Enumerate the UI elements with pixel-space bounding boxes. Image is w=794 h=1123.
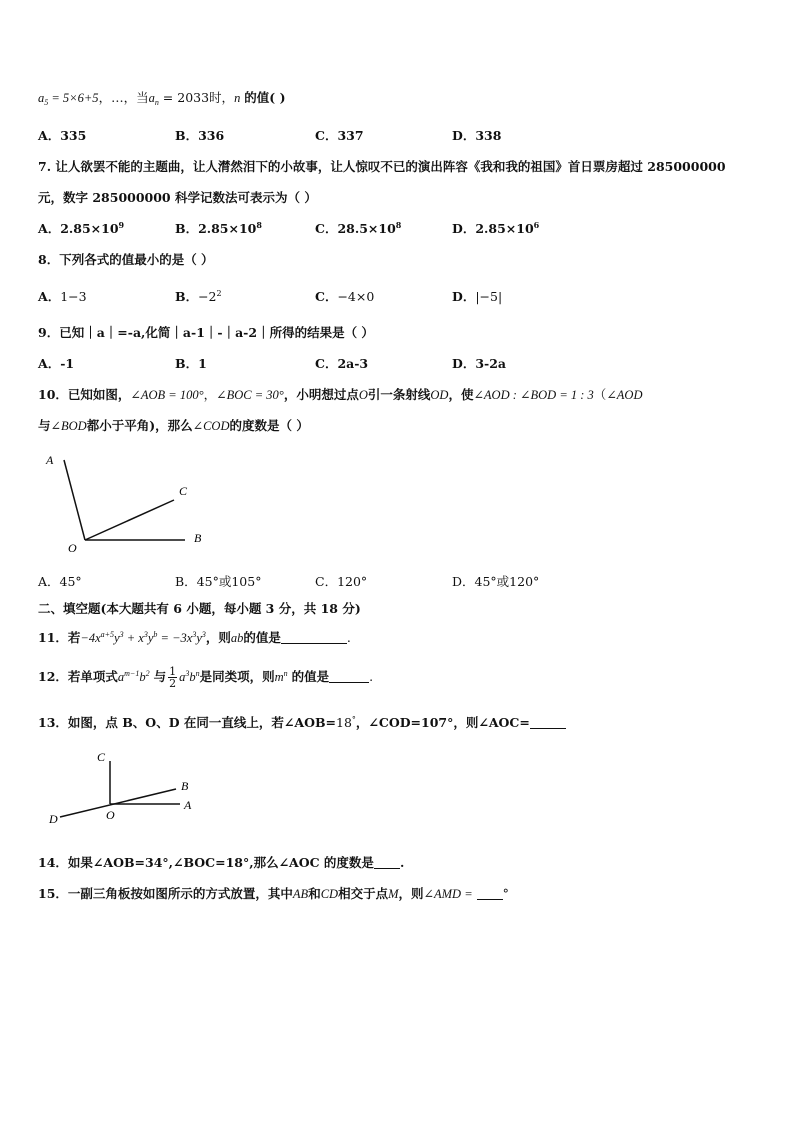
q12-monomial-1: $a^{m-1}b^2$ (117, 669, 150, 684)
q10-option-d[interactable]: D．45°或120° (452, 574, 540, 589)
q7-stem-line1: 7. 让人欲罢不能的主题曲，让人潸然泪下的小故事，让人惊叹不已的演出阵容《我和我的祖国》首日票房超过 285000000 (38, 159, 726, 174)
q11-stem: 11．若$-4x^{a+5}y^3 + x^3y^b = -3x^3y^3$，则ab的值是 . (38, 630, 351, 645)
q10-stem-line1: 10．已知如图，∠AOB = 100°，∠BOC = 30°，小明想过点O引一条射线OD，使∠AOD : ∠BOD = 1 : 3（∠AOD (38, 387, 643, 402)
q6-options (38, 126, 758, 142)
q12-monomial-2: $a^3b^n$ (179, 669, 200, 684)
q10-label-a: A (46, 453, 54, 467)
q6-option-a[interactable]: A．335 (38, 128, 87, 143)
q7-option-a[interactable]: A．$2.85\times 10^9$ (38, 220, 125, 236)
q8-option-c[interactable]: C．−4×0 (315, 289, 375, 304)
q13-figure (40, 745, 210, 830)
q10-label-o: O (68, 541, 77, 555)
q10-ray-oc (85, 500, 174, 540)
q10-label-b: B (194, 531, 202, 545)
q10-option-b[interactable]: B．45°或105° (175, 574, 262, 589)
q9-option-c[interactable]: C．2a-3 (315, 356, 369, 371)
q13-line-db (60, 789, 176, 817)
q10-stem-line2: 与∠BOD都小于平角)，那么∠COD的度数是（ ） (38, 418, 309, 433)
q6-option-b[interactable]: B．336 (175, 128, 225, 143)
q10-option-c[interactable]: C．120° (315, 574, 368, 589)
q6-stem: $a_5 = 5\times 6+5$，…，当$a_n = 2033$时，n 的值( ) (38, 90, 286, 107)
q10-figure (40, 448, 220, 558)
q9-options (38, 354, 758, 370)
q11-answer-blank[interactable] (281, 631, 347, 644)
q14-answer-blank[interactable] (374, 856, 400, 869)
q12-power: $m^n$ (274, 669, 288, 684)
q13-label-a: A (184, 798, 192, 812)
q8-stem: 8．下列各式的值最小的是（ ） (38, 252, 214, 267)
q11-equation: $-4x^{a+5}y^3 + x^3y^b = -3x^3y^3$ (80, 630, 206, 645)
q15-answer-blank[interactable] (477, 887, 503, 900)
q8-option-d[interactable]: D．|−5| (452, 289, 503, 304)
q15-stem: 15．一副三角板按如图所示的方式放置，其中AB和CD相交于点M，则∠AMD = ° (38, 886, 509, 901)
q9-option-a[interactable]: A．-1 (38, 356, 75, 371)
q10-option-a[interactable]: A．45° (38, 574, 82, 589)
q8-option-a[interactable]: A．1−3 (38, 289, 87, 304)
q9-option-d[interactable]: D．3-2a (452, 356, 507, 371)
q7-option-b[interactable]: B．$2.85\times 10^8$ (175, 220, 262, 236)
q13-stem: 13．如图，点 B、O、D 在同一直线上，若∠AOB=18°，∠COD=107°，则∠AOC= (38, 713, 566, 731)
q13-answer-blank[interactable] (530, 716, 566, 729)
q13-label-o: O (106, 808, 115, 822)
q12-answer-blank[interactable] (329, 670, 369, 683)
q13-label-b: B (181, 779, 189, 793)
q14-stem: 14．如果∠AOB=34°,∠BOC=18°,那么∠AOC 的度数是 . (38, 855, 405, 870)
q9-stem: 9．已知｜a｜=-a,化简｜a-1｜-｜a-2｜所得的结果是（ ） (38, 325, 374, 340)
q8-options (38, 287, 758, 303)
q7-option-c[interactable]: C．$28.5\times 10^8$ (315, 220, 402, 236)
q7-option-d[interactable]: D．$2.85\times 10^6$ (452, 220, 540, 236)
q6-option-c[interactable]: C．337 (315, 128, 364, 143)
q6-formula-a5: $a_5 = 5\times 6+5$ (38, 91, 99, 107)
q8-option-b[interactable]: B．$-2^2$ (175, 289, 222, 304)
q7-options (38, 219, 758, 235)
q12-stem: 12．若单项式$a^{m-1}b^2$ 与 $\frac{1}{2}$ $a^3b^n$是同类项，则$m^n$ 的值是 . (38, 665, 374, 690)
q10-ray-oa (64, 460, 85, 540)
q13-label-d: D (49, 812, 58, 826)
q10-options (38, 572, 758, 588)
q9-option-b[interactable]: B．1 (175, 356, 207, 371)
q13-label-c: C (97, 750, 106, 764)
q6-option-d[interactable]: D．338 (452, 128, 502, 143)
section-heading-fill-in: 二、填空题(本大题共有 6 小题，每小题 3 分，共 18 分) (38, 601, 361, 616)
q12-fraction: $\frac{1}{2}$ (169, 665, 177, 690)
q10-label-c: C (179, 484, 188, 498)
q6-formula-an: $a_n$ (148, 91, 159, 107)
q7-stem-line2: 元，数字 285000000 科学记数法可表示为（ ） (38, 190, 317, 205)
